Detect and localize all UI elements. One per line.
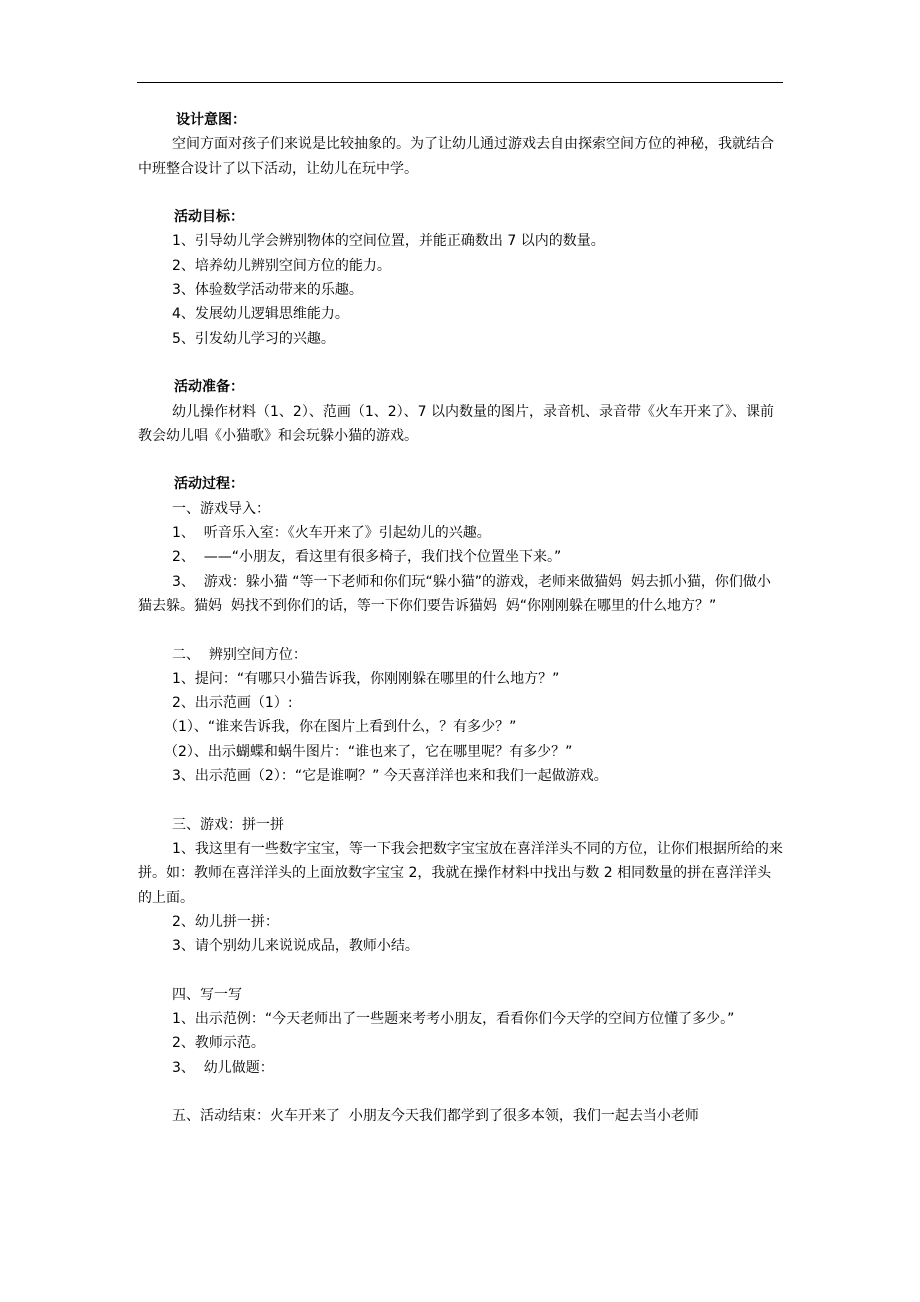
process-step-item: 3、出示范画（2）：“它是谁啊？” 今天喜洋洋也来和我们一起做游戏。: [172, 768, 608, 785]
process-step-title: 二、 辨别空间方位：: [172, 646, 307, 663]
section-heading-process: 活动过程：: [174, 476, 244, 493]
process-step-title: 三、游戏：拼一拼: [172, 816, 284, 833]
process-step-item: 1、出示范例：“今天老师出了一些题来考考小朋友，看看你们今天学的空间方位懂了多少。”: [172, 1010, 735, 1027]
document-body: [138, 108, 783, 1128]
process-step-item: 3、 游戏：躲小猫 “等一下老师和你们玩“躲小猫”的游戏，老师来做猫妈 妈去抓小猫，你们做小猫去躲。猫妈 妈找不到你们的话，等一下你们要告诉猫妈 妈“你刚刚躲在哪里的什么地方？”: [138, 573, 771, 614]
process-step-title: 一、游戏导入：: [172, 500, 270, 517]
design-paragraph: 空间方面对孩子们来说是比较抽象的。为了让幼儿通过游戏去自由探索空间方位的神秘，我就结合中班整合设计了以下活动，让幼儿在玩中学。: [138, 136, 774, 177]
goal-item: 3、体验数学活动带来的乐趣。: [172, 282, 363, 299]
goal-item: 5、引发幼儿学习的兴趣。: [172, 330, 335, 347]
process-step-item: （2）、出示蝴蝶和蜗牛图片：“谁也来了，它在哪里呢？有多少？”: [164, 743, 573, 760]
section-heading-design: 设计意图：: [176, 112, 246, 128]
process-step-item: 1、我这里有一些数字宝宝，等一下我会把数字宝宝放在喜洋洋头不同的方位，让你们根据所给的来拼。如：教师在喜洋洋头的上面放数字宝宝 2，我就在操作材料中找出与数 2 相同数量的拼在喜洋洋头的上面。: [138, 840, 783, 906]
process-step-item: 2、幼儿拼一拼：: [172, 913, 279, 930]
process-step-item: 1、提问：“有哪只小猫告诉我，你刚刚躲在哪里的什么地方？”: [172, 670, 560, 687]
process-step-final: 五、活动结束：火车开来了 小朋友今天我们都学到了很多本领，我们一起去当小老师: [172, 1108, 699, 1125]
process-step-item: 2、教师示范。: [172, 1035, 265, 1052]
process-step-item: 1、 听音乐入室：《火车开来了》引起幼儿的兴趣。: [172, 525, 491, 542]
process-step-item: （1）、“谁来告诉我，你在图片上看到什么，？有多少？”: [164, 719, 517, 736]
goal-item: 1、引导幼儿学会辨别物体的空间位置，并能正确数出 7 以内的数量。: [172, 233, 605, 250]
goal-item: 2、培养幼儿辨别空间方位的能力。: [172, 257, 391, 274]
header-rule: [137, 82, 783, 83]
process-step-item: 3、 幼儿做题：: [172, 1059, 274, 1076]
section-heading-prep: 活动准备：: [174, 379, 244, 396]
prep-paragraph: 幼儿操作材料（1、2）、范画（1、2）、7 以内数量的图片，录音机、录音带《火车开来了》、课前教会幼儿唱《小猫歌》和会玩躲小猫的游戏。: [138, 403, 774, 444]
process-step-title: 四、写一写: [172, 986, 242, 1003]
process-step-item: 2、出示范画（1）:: [172, 695, 293, 712]
goal-item: 4、发展幼儿逻辑思维能力。: [172, 306, 349, 323]
section-heading-goals: 活动目标：: [174, 209, 244, 226]
process-step-item: 2、 ——“小朋友，看这里有很多椅子，我们找个位置坐下来。”: [172, 549, 562, 566]
process-step-item: 3、请个别幼儿来说说成品，教师小结。: [172, 938, 419, 955]
